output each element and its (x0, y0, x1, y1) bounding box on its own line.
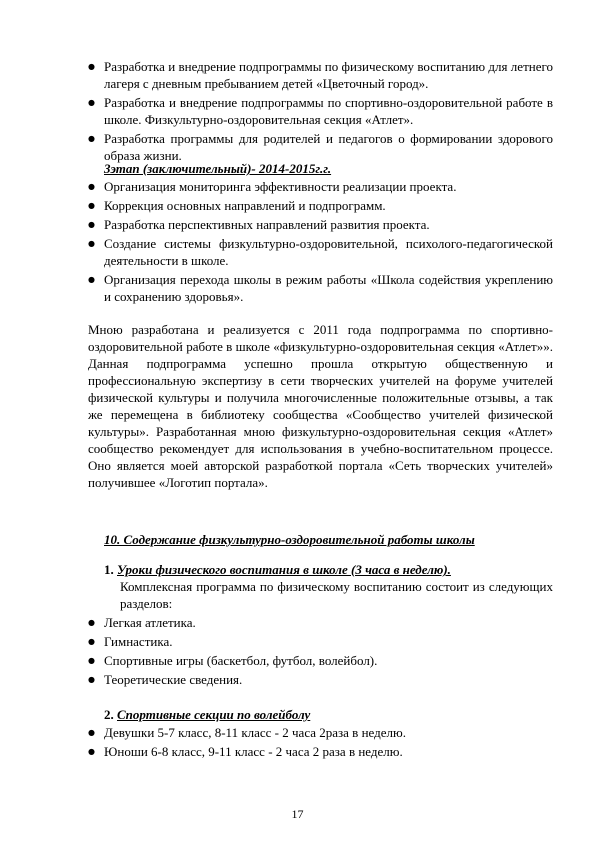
list-item: ● Организация мониторинга эффективности реализации проекта. (88, 178, 553, 195)
top-bullet-list (88, 58, 553, 166)
list-item: ● Разработка и внедрение подпрограммы по физическому воспитанию для летнего лагеря с дневным пребыванием детей «Цветочный город». (88, 58, 553, 92)
program-sections-list (88, 614, 553, 690)
stage-bullet-list (88, 178, 553, 307)
list-item: ● Разработка перспективных направлений развития проекта. (88, 216, 553, 233)
list-item: ● Спортивные игры (баскетбол, футбол, волейбол). (88, 652, 553, 669)
list-item: ● Разработка программы для родителей и педагогов о формировании здорового образа жизни. (88, 130, 553, 164)
numbered-item-1 (104, 561, 553, 612)
list-item: ● Коррекция основных направлений и подпрограмм. (88, 197, 553, 214)
page-number: 17 (291, 807, 304, 821)
list-item: ● Юноши 6-8 класс, 9-11 класс - 2 часа 2 раза в неделю. (88, 743, 553, 760)
list-item: ● Легкая атлетика. (88, 614, 553, 631)
numbered-item-2: 2. Спортивные секции по волейболу (104, 707, 311, 722)
list-item: ● Разработка и внедрение подпрограммы по спортивно-оздоровительной работе в школе. Физкультурно-оздоровительная секция «Атлет». (88, 94, 553, 128)
volleyball-sections-list (88, 724, 553, 762)
list-item: ● Девушки 5-7 класс, 8-11 класс - 2 часа 2раза в неделю. (88, 724, 553, 741)
item-1-heading: 1. Уроки физического воспитания в школе (3 часа в неделю). (104, 562, 451, 577)
list-item: ● Создание системы физкультурно-оздоровительной, психолого-педагогической деятельности в школе. (88, 235, 553, 269)
item-1-text: Комплексная программа по физическому воспитанию состоит из следующих разделов: (120, 579, 553, 611)
body-paragraph: Мною разработана и реализуется с 2011 года подпрограмма по спортивно-оздоровительной работе в школе «физкультурно-оздоровительная секция «Атлет»». Данная подпрограмма успешно прошла открытую общественную и профессиональную экспертизу в сети творческих учителей на форуме учителей физической культуры и получила многочисленные положительные отзывы, а так же перемещена в библиотеку сообщества «Сообщество учителей физической культуры». Разработанная мною физкультурно-оздоровительная секция «Атлет» сообщество рекомендует для использования в учебно-воспитательном процессе. Оно является моей авторской разработкой портала «Сеть творческих учителей» получившее «Логотип портала». (88, 322, 553, 490)
list-item: ● Теоретические сведения. (88, 671, 553, 688)
stage-heading: 3этап (заключительный)- 2014-2015г.г. (104, 161, 332, 176)
list-item: ● Гимнастика. (88, 633, 553, 650)
section-heading: 10. Содержание физкультурно-оздоровительной работы школы (104, 532, 475, 547)
list-item: ● Организация перехода школы в режим работы «Школа содействия укреплению и сохранению здоровья». (88, 271, 553, 305)
